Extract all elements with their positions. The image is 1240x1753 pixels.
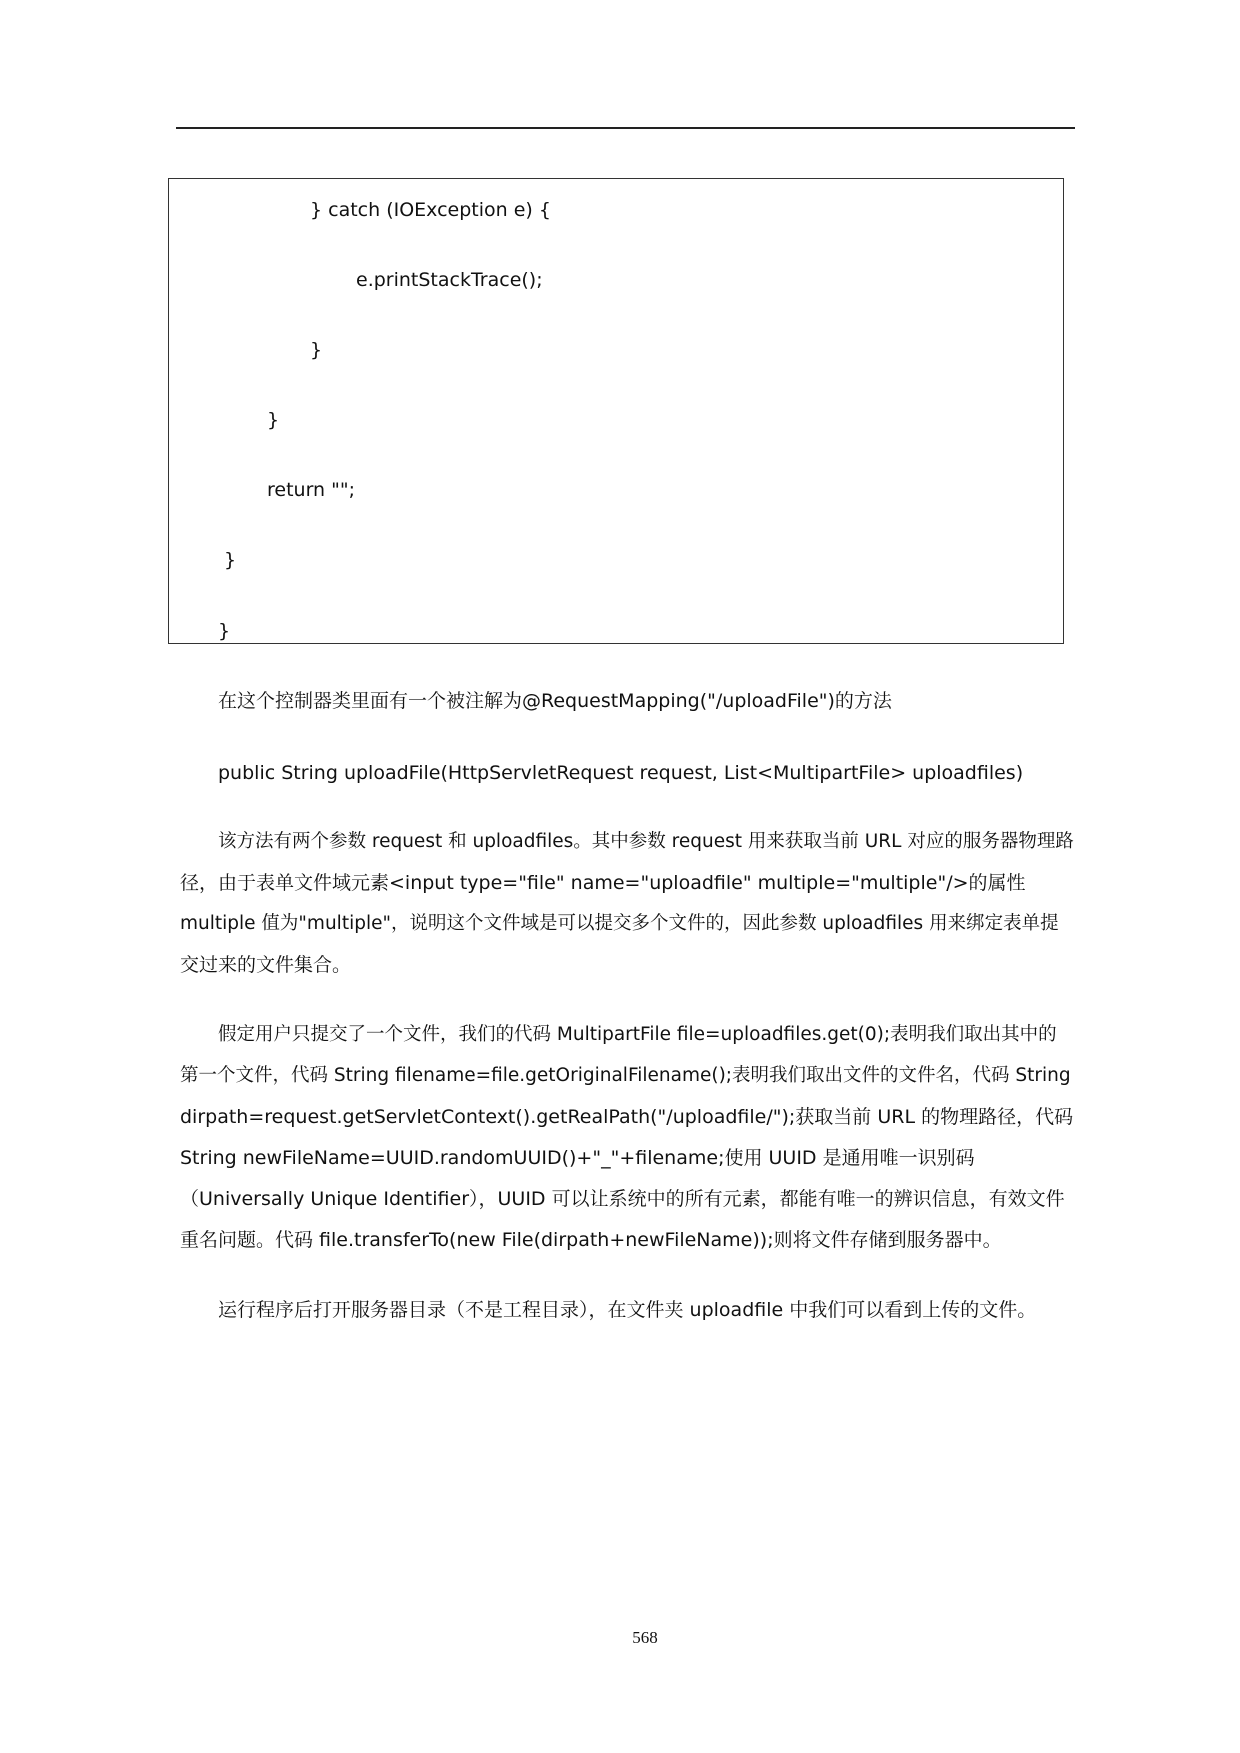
code-line: } catch (IOException e) { — [310, 199, 551, 221]
paragraph-line: 径，由于表单文件域元素<input type="file" name="uploadfile" multiple="multiple"/>的属性 — [180, 872, 1026, 894]
paragraph-line: 假定用户只提交了一个文件，我们的代码 MultipartFile file=uploadfiles.get(0);表明我们取出其中的 — [218, 1024, 1057, 1045]
header-rule — [176, 127, 1075, 129]
paragraph-line: 重名问题。代码 file.transferTo(new File(dirpath+newFileName));则将文件存储到服务器中。 — [180, 1229, 1002, 1251]
paragraph-line: 运行程序后打开服务器目录（不是工程目录），在文件夹 uploadfile 中我们可以看到上传的文件。 — [218, 1299, 1037, 1321]
paragraph-line: （Universally Unique Identifier），UUID 可以让系统中的所有元素，都能有唯一的辨识信息，有效文件 — [180, 1188, 1065, 1210]
method-signature: public String uploadFile(HttpServletRequest request, List<MultipartFile> uploadfiles) — [218, 762, 1024, 784]
paragraph-line: 第一个文件，代码 String filename=file.getOriginalFilename();表明我们取出文件的文件名，代码 String — [180, 1065, 1071, 1086]
paragraph-line: dirpath=request.getServletContext().getRealPath("/uploadfile/");获取当前 URL 的物理路径，代码 — [180, 1106, 1074, 1128]
paragraph-line: 交过来的文件集合。 — [180, 954, 352, 976]
intro-text: 在这个控制器类里面有一个被注解为@RequestMapping("/uploadFile")的方法 — [218, 690, 892, 712]
code-line: } — [267, 409, 280, 431]
paragraph-line: multiple 值为"multiple"，说明这个文件域是可以提交多个文件的，因此参数 uploadfiles 用来绑定表单提 — [180, 913, 1059, 934]
paragraph-line: String newFileName=UUID.randomUUID()+"_"+filename;使用 UUID 是通用唯一识别码 — [180, 1147, 975, 1169]
code-block — [168, 178, 1064, 644]
code-line: } — [310, 339, 323, 361]
code-line: return ""; — [267, 479, 356, 501]
page-number: 568 — [632, 1628, 658, 1647]
code-line: } — [224, 549, 237, 571]
paragraph-line: 该方法有两个参数 request 和 uploadfiles。其中参数 request 用来获取当前 URL 对应的服务器物理路 — [218, 831, 1074, 852]
code-line: e.printStackTrace(); — [356, 269, 543, 291]
code-line: } — [218, 620, 231, 642]
